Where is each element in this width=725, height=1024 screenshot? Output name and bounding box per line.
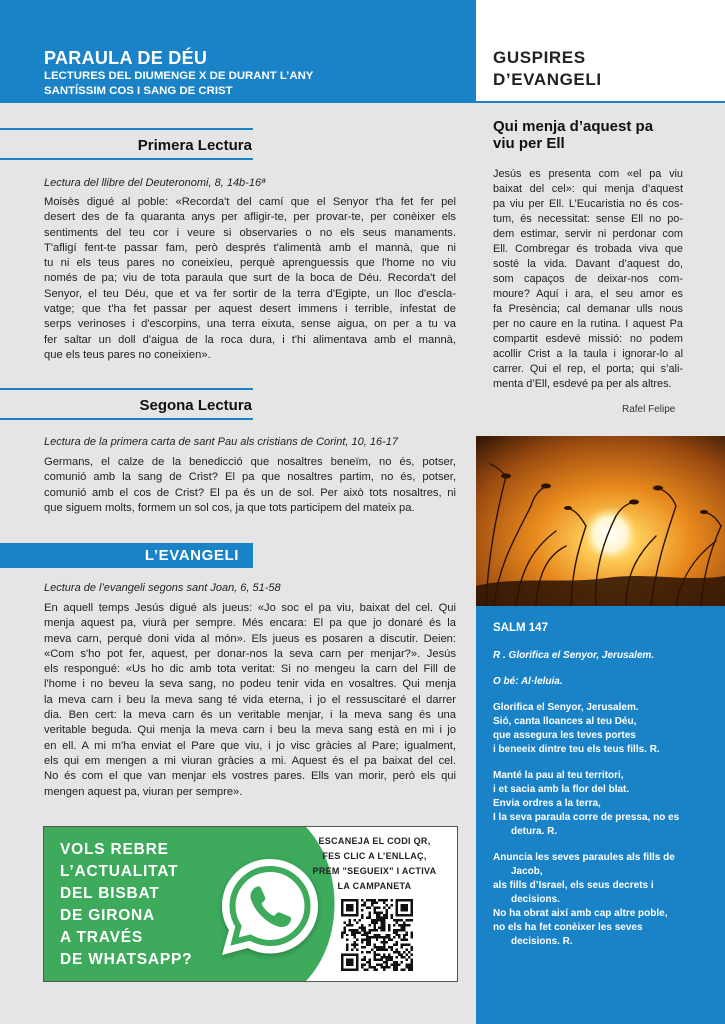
psalm-line: que assegura les teves portes [493,730,636,741]
text-line: fer saltar un doll d'aigua de la roca dura, i t'hi alimentava amb el mannà, [44,333,456,346]
text-line: compartit esdevé missió: no podem [493,333,683,345]
qr-instruction: FES CLIC A L’ENLLAÇ, [322,851,427,861]
text-line: sentiments del teu cor i veure si observaries o no els seus manaments. [44,226,456,239]
second-reading-text [44,455,456,516]
psalm-line: Jacob, [511,866,543,877]
psalm-response: R . Glorifica el Senyor, Jerusalem. [493,650,655,661]
qr-instruction: PREM "SEGUEIX" I ACTIVA [312,866,437,876]
psalm-line: Sió, canta lloances al teu Déu, [493,716,637,727]
guspires-heading: GUSPIRES [493,48,586,67]
banner-line: DE WHATSAPP? [60,951,193,968]
guspires-title: Qui menja d’aquest pa [493,118,654,135]
text-line: En aquell temps Jesús digué als jueus: «Jo soc el pa viu, baixat del cel. Qui [44,602,456,614]
text-line: els respongué: «Us ho dic amb tota veritat: Si no mengeu la carn del Fill de [44,663,456,676]
text-line: Ell. Combregar és trobada viva que [493,243,683,255]
psalm-line: decisions. R. [511,936,573,947]
qr-instruction: LA CAMPANETA [337,881,412,891]
text-line: menja aquest pa, viurà per sempre. Més encara: El pa que jo donaré és la [44,617,456,630]
text-line: comunió amb la sang de Crist? El pa que nosaltres partim, no és, potser, [44,471,456,484]
psalm-line: Manté la pau al teu territori, [493,770,624,781]
text-line: comunió amb el cos de Crist? El pa és un de sol. Per això tots nosaltres, ni [44,486,456,499]
text-line: Moisès digué al poble: «Recorda't del camí que el Senyor t'ha fet fer pel [44,196,456,208]
text-line: dia. Ben cert: la meva carn és un veritable menjar, i la meva sang és una [44,709,456,722]
text-line: tum, és necessitat: sense Ell no po- [493,213,683,225]
text-line: Senyor, el teu Déu, que et va fer sortir de la terra d'Egipte, un lloc d'escla- [44,287,456,300]
text-line: «Com s'ho pot fer, aquest, per donar-nos la seva carn per menjar?». Jesús [44,647,456,660]
psalm-line: als fills d’Israel, els seus decrets i [493,880,654,891]
text-line: sosté la vida. Davant d’aquest do, [493,258,683,270]
text-line: la meva carn i beu la meva sang té vida eterna, i jo el ressuscitaré el darrer [44,693,456,706]
page-title: PARAULA DE DÉU [44,48,208,68]
psalm-alt-response: O bé: Al·leluia. [493,676,563,687]
guspires-title-2: viu per Ell [493,135,565,152]
psalm-title: SALM 147 [493,622,548,634]
text-line: que els teus pares no coneixien». [44,348,211,361]
gospel-title: L’EVANGELI [144,547,239,564]
text-line: moure? Aquí i ara, el seu amor es [493,288,683,300]
psalm-line: detura. R. [511,826,558,837]
text-line: veritable beguda. Qui menja la meva carn i beu la meva sang està en mi i jo [44,724,456,737]
text-line: dem estimar, servir ni perdonar com [493,228,683,240]
text-line: baixat del cel»: qui menja d’aquest [493,183,683,195]
banner-line: DEL BISBAT [60,885,160,902]
text-line: vatge; que t'ha fet passar per aquest desert immens i terrible, infestat de [44,303,456,316]
section-rule [0,128,253,130]
banner-line: VOLS REBRE [60,841,169,858]
text-line: meva carn, perquè doni vida al món». Els jueus es posaren a discutir. Deien: [44,632,456,645]
text-line: els qui em mengen a mi viuran gràcies a mi. Aquest és el pa baixat del cel. [44,754,456,767]
banner-line: L’ACTUALITAT [60,863,179,880]
text-line: T'afligí fent-te passar fam, però després t'alimentà amb el mannà, que ni [44,241,456,254]
banner-line: A TRAVÉS [60,929,144,946]
text-line: pa viu per Ell. L’Eucaristia no és cos- [493,198,683,210]
gospel-text [44,601,456,800]
psalm-line: i beneeix dintre teu els teus fills. R. [493,744,660,755]
text-line: mengen aquest pa, viuran per sempre». [44,785,243,798]
page-subtitle: LECTURES DEL DIUMENGE X DE DURANT L’ANY [44,70,314,82]
text-line: acollir Crist a la taula i ignorar-lo al [493,348,683,360]
text-line: que siguem molts, formem un sol cos, ja que tots participem del mateix pa. [44,501,415,514]
psalm-line: Envia ordres a la terra, [493,798,601,809]
qr-instruction: ESCANEJA EL CODI QR, [318,836,431,846]
psalm-line: I la seva paraula corre de pressa, no es [493,812,680,823]
page-subtitle-2: SANTÍSSIM COS I SANG DE CRIST [44,85,233,97]
whatsapp-banner[interactable] [43,826,458,982]
text-line: carrer. Qui el rep, el porta; qui s’ali- [493,363,683,375]
qr-code[interactable] [341,899,413,971]
text-line: per no caure en la rutina. I aquest Pa [493,318,683,330]
guspires-heading-2: D’EVANGELI [493,70,602,89]
first-reading-text [44,195,456,363]
text-line: l'home i no beveu la seva sang, no podeu tenir vida en vosaltres. Qui menja [44,678,456,691]
text-line: només de pa; viu de tota paraula que surt de la boca de Déu. Recorda't del [44,272,456,285]
guspires-author: Rafel Felipe [622,404,676,415]
banner-line: DE GIRONA [60,907,156,924]
text-line: No és com el que van menjar els vostres pares. Ells van morir, però els qui [44,770,456,783]
section-rule [0,418,253,420]
second-reading-ref: Lectura de la primera carta de sant Pau als cristians de Corint, 10, 16-17 [44,436,399,448]
guspires-text [493,167,683,392]
gospel-ref: Lectura de l’evangeli segons sant Joan, 6, 51-58 [44,582,281,594]
psalm-line: decisions. [511,894,560,905]
section-rule [0,388,253,390]
gospel-heading-bar [0,543,253,568]
text-line: tu ni els teus pares no coneixíeu, perquè aprenguessis que l'home no viu [44,257,456,270]
first-reading-title: Primera Lectura [137,137,252,154]
text-line: som capaços de deixar-nos com- [493,273,683,285]
section-rule [0,158,253,160]
sunset-photo [476,436,725,606]
text-line: serps verinoses i d'escorpins, una terra eixuta, sense aigua, on per a tu va [44,318,456,331]
text-line: Germans, el calze de la benedicció que nosaltres beneïm, no és, potser, [44,456,456,468]
psalm-line: Anuncia les seves paraules als fills de [493,852,675,863]
first-reading-ref: Lectura del llibre del Deuteronomi, 8, 14b-16ª [44,177,266,189]
psalm-line: No ha obrat així amb cap altre poble, [493,908,668,919]
psalm-line: Glorifica el Senyor, Jerusalem. [493,702,639,713]
psalm-line: i et sacia amb la flor del blat. [493,784,630,795]
text-line: en ell. A mi m'ha enviat el Pare que viu, i jo visc gràcies al Pare; igualment, [44,739,456,752]
text-line: Jesús es presenta com «el pa viu [493,168,683,180]
text-line: fa Presència; cal demanar ulls nous [493,303,683,315]
text-line: desert des de fa quaranta anys per afligir-te, per provar-te, per conèixer els [44,211,456,224]
second-reading-title: Segona Lectura [139,397,252,414]
text-line: menta d’Ell, esdevé pa per als altres. [493,378,672,390]
psalm-line: no els ha fet conèixer les seves [493,922,643,933]
